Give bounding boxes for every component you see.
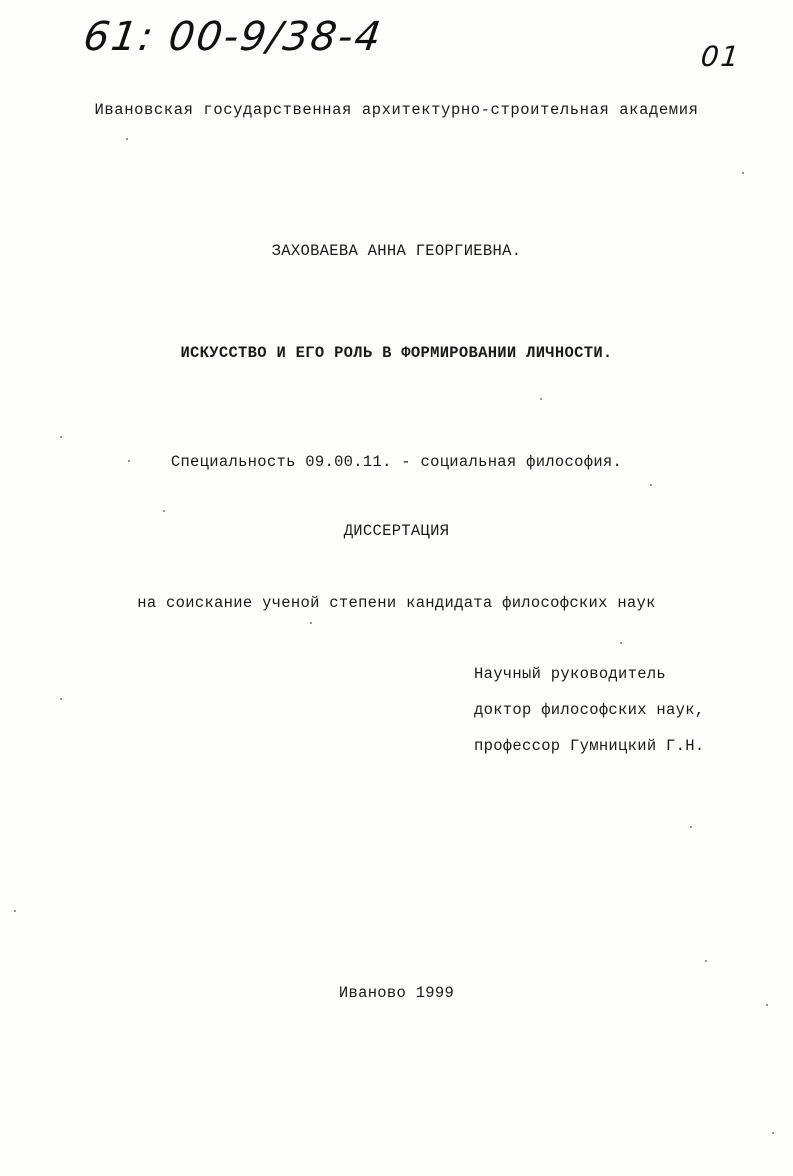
place-and-year: Иваново 1999 — [338, 984, 455, 1002]
scan-speck — [126, 138, 128, 140]
scan-speck — [163, 510, 165, 512]
scan-speck — [742, 172, 744, 174]
scan-speck — [650, 484, 652, 486]
scan-speck — [60, 436, 62, 438]
scan-speck — [128, 460, 130, 462]
supervisor-role: Научный руководитель — [474, 665, 667, 683]
scan-speck — [310, 622, 312, 624]
scan-speck — [14, 910, 16, 912]
supervisor-name: профессор Гумницкий Г.Н. — [474, 737, 705, 755]
author-name: ЗАХОВАЕВА АННА ГЕОРГИЕВНА. — [271, 242, 522, 260]
specialty-line: Специальность 09.00.11. - социальная философия. — [170, 453, 623, 471]
scan-speck — [772, 1132, 774, 1134]
scan-speck — [766, 1004, 768, 1006]
institution-name: Ивановская государственная архитектурно-строительная академия — [94, 101, 699, 119]
document-type: ДИССЕРТАЦИЯ — [343, 522, 450, 540]
handwritten-page-mark: 01 — [699, 40, 743, 73]
dissertation-title: ИСКУССТВО И ЕГО РОЛЬ В ФОРМИРОВАНИИ ЛИЧНОСТИ. — [180, 344, 613, 362]
handwritten-archive-code: 61: 00-9/38-4 — [80, 14, 386, 60]
scan-speck — [690, 826, 692, 828]
scan-speck — [540, 398, 542, 400]
degree-line: на соискание ученой степени кандидата философских наук — [137, 594, 656, 612]
scan-speck — [620, 642, 622, 644]
supervisor-degree: доктор философских наук, — [474, 701, 705, 719]
scan-speck — [705, 960, 707, 962]
scan-speck — [60, 698, 62, 700]
